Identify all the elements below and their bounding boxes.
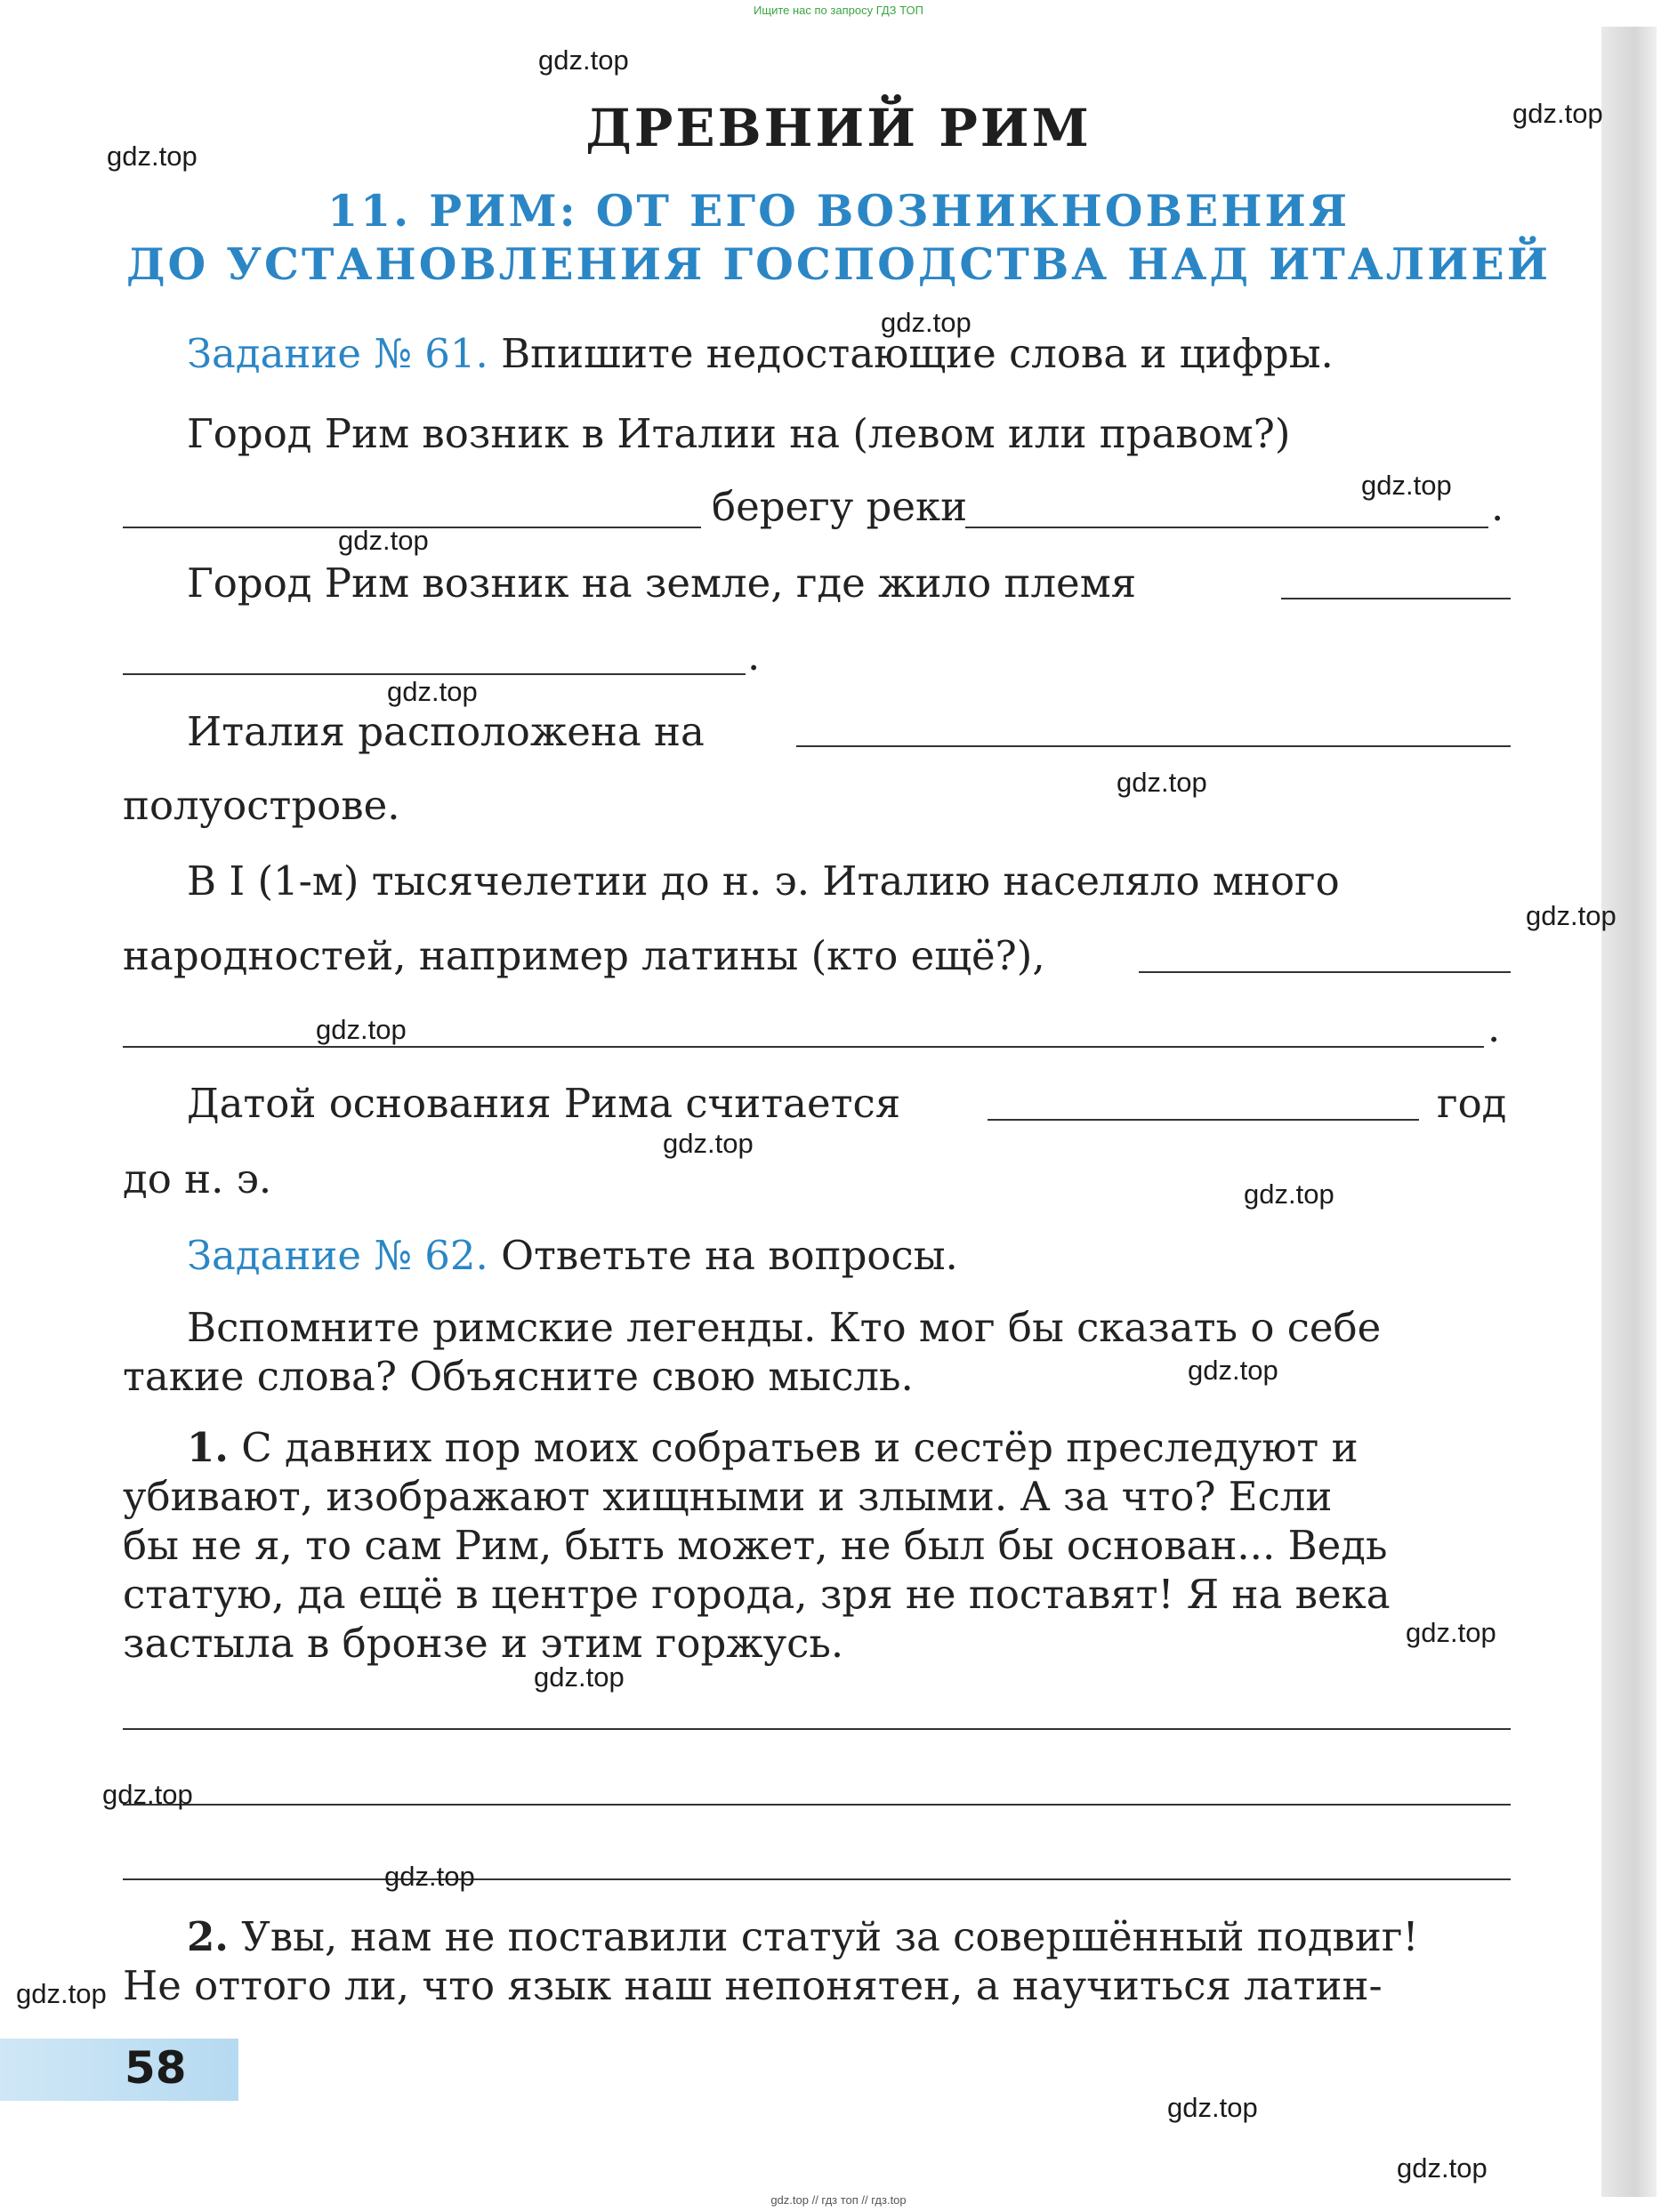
watermark: gdz.top — [1117, 767, 1207, 798]
task-62-p1-line3: бы не я, то сам Рим, быть может, не был бы основан... Ведь — [123, 1522, 1388, 1569]
watermark: gdz.top — [1397, 2152, 1488, 2184]
task-62-p1-line1 — [187, 1423, 1359, 1473]
answer-line-1[interactable] — [123, 1728, 1511, 1730]
answer-line-tribe-1[interactable] — [1281, 598, 1511, 599]
task-61-q4-line2: народностей, например латины (кто ещё?), — [123, 932, 1045, 979]
task-62-p1-line5: застыла в бронзе и этим горжусь. — [123, 1620, 844, 1667]
task-62-label: Задание № 62. — [187, 1232, 488, 1279]
p1-number: 1. — [187, 1424, 229, 1471]
task-62-intro-line2: такие слова? Объясните свою мысль. — [123, 1353, 914, 1400]
watermark: gdz.top — [1406, 1617, 1496, 1648]
task-62-intro-line1: Вспомните римские легенды. Кто мог бы сказать о себе — [187, 1304, 1382, 1351]
watermark: gdz.top — [1361, 470, 1452, 501]
section-title: ДРЕВНИЙ РИМ — [585, 98, 1092, 158]
task-61-instruction: Впишите недостающие слова и цифры. — [501, 330, 1334, 377]
watermark: gdz.top — [1526, 900, 1617, 931]
answer-line-tribe-2[interactable] — [123, 673, 746, 675]
period: . — [747, 632, 761, 680]
answer-line-peoples-2[interactable] — [123, 1046, 1484, 1048]
task-62-instruction: Ответьте на вопросы. — [501, 1232, 958, 1279]
task-61-q1-line1: Город Рим возник в Италии на (левом или правом?) — [187, 410, 1291, 457]
task-62-p2-line1 — [187, 1912, 1419, 1962]
watermark: gdz.top — [1512, 98, 1603, 129]
chapter-title-line-1: 11. РИМ: ОТ ЕГО ВОЗНИКНОВЕНИЯ — [327, 185, 1350, 237]
watermark: gdz.top — [1167, 2092, 1258, 2123]
p2-number: 2. — [187, 1913, 229, 1960]
task-61-q3-line2: полуострове. — [123, 782, 400, 829]
answer-line-river[interactable] — [965, 527, 1488, 528]
answer-line-2[interactable] — [123, 1804, 1511, 1806]
watermark: gdz.top — [387, 676, 478, 707]
period: . — [1488, 1004, 1501, 1051]
task-61-q3-line1: Италия расположена на — [187, 708, 705, 755]
watermark: gdz.top — [384, 1861, 475, 1892]
task-61-label: Задание № 61. — [187, 330, 488, 377]
task-61-q1-line2: берегу реки — [712, 483, 968, 530]
task-61-q5-line2: до н. э. — [123, 1155, 272, 1203]
page-number: 58 — [125, 2042, 187, 2094]
task-61-heading — [187, 329, 1334, 379]
p1-text: С давних пор моих собратьев и сестёр преследуют и — [241, 1424, 1359, 1471]
task-62-p1-line2: убивают, изображают хищными и злыми. А за что? Если — [123, 1473, 1333, 1520]
chapter-title-line-2: ДО УСТАНОВЛЕНИЯ ГОСПОДСТВА НАД ИТАЛИЕЙ — [125, 238, 1552, 290]
task-62-p1-line4: статую, да ещё в центре города, зря не поставят! Я на века — [123, 1571, 1391, 1618]
watermark: gdz.top — [338, 525, 429, 556]
answer-line-peoples-1[interactable] — [1139, 971, 1511, 973]
page-edge-shadow — [1601, 27, 1657, 2197]
footer-note: gdz.top // гдз топ // гдз.top — [770, 2193, 907, 2207]
p2-text: Увы, нам не поставили статуй за совершённый подвиг! — [241, 1913, 1419, 1960]
task-61-q2-line1: Город Рим возник на земле, где жило племя — [187, 559, 1137, 607]
task-61-q5-line1: Датой основания Рима считается — [187, 1080, 901, 1127]
watermark: gdz.top — [538, 44, 629, 76]
watermark: gdz.top — [1188, 1355, 1278, 1386]
task-62-heading — [187, 1231, 958, 1281]
watermark: gdz.top — [102, 1779, 193, 1810]
watermark: gdz.top — [16, 1978, 107, 2009]
answer-line-founding-year[interactable] — [988, 1119, 1419, 1121]
watermark: gdz.top — [316, 1014, 407, 1045]
task-61-q4-line1: В I (1-м) тысячелетии до н. э. Италию населяло много — [187, 857, 1340, 905]
answer-line-peninsula[interactable] — [796, 745, 1511, 747]
answer-line-3[interactable] — [123, 1878, 1511, 1880]
page-number-band — [0, 2039, 238, 2101]
watermark: gdz.top — [107, 141, 198, 172]
watermark: gdz.top — [534, 1661, 625, 1693]
task-62-p2-line2: Не оттого ли, что язык наш непонятен, а научиться латин- — [123, 1962, 1383, 2009]
watermark: gdz.top — [663, 1128, 754, 1159]
watermark: gdz.top — [881, 307, 972, 338]
header-note: Ищите нас по запросу ГДЗ ТОП — [754, 4, 923, 17]
period: . — [1491, 483, 1504, 530]
watermark: gdz.top — [1244, 1178, 1334, 1210]
task-61-q5-year-word: год — [1437, 1080, 1507, 1127]
